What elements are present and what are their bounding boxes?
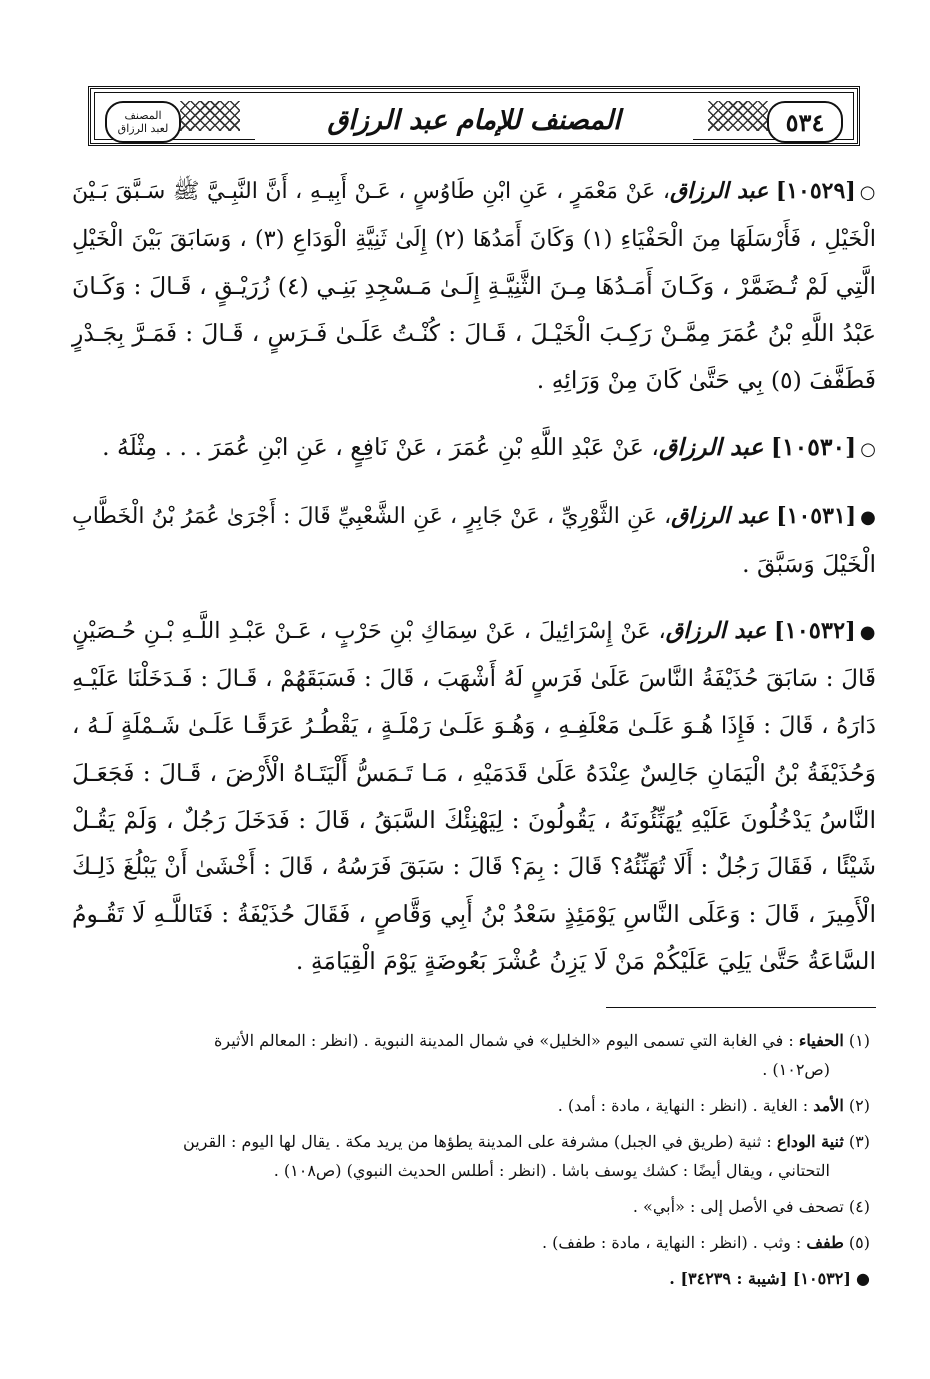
main-text <box>72 168 876 1005</box>
footnote-line <box>80 1228 870 1257</box>
text-line <box>72 493 876 541</box>
footnote-continuation: التحتاني ، ويقال أيضًا : كشك يوسف باشا . (انظر : أطلس الحديث النبوي) (ص١٠٨) . <box>273 1161 830 1180</box>
footnote-2 <box>80 1091 870 1120</box>
line-text: ، عَنْ مَعْمَرٍ ، عَنِ ابْنِ طَاوُسٍ ، عَـنْ أَبِيـهِ ، أَنَّ النَّبِـيَّ ﷺ سَـبَّقَ بَـيْنَ <box>72 179 670 204</box>
source-marker: ● <box>856 1269 870 1288</box>
footnote-number: (٥) <box>848 1233 870 1252</box>
narrator-name: عبد الرزاق <box>665 618 767 644</box>
text-line: النَّاسُ يَدْخُلُونَ عَلَيْهِ يُهَنِّئُونَهُ ، يَقُولُونَ : لِيَهْنِئْكَ السَّبَقُ ، قَالَ : فَدَخَلَ رَجُلٌ ، وَلَمْ يَقُـلْ <box>72 806 876 834</box>
hadith-marker: ● <box>859 622 876 643</box>
footnote-separator <box>606 1007 876 1008</box>
header-ornament-left <box>180 101 240 131</box>
text-line <box>72 608 876 656</box>
text-line: الَّتِي لَمْ تُـضَمَّرْ ، وَكَـانَ أَمَـدُهَا مِـنَ الثَّنِيَّـةِ إِلَـىٰ مَـسْجِدِ بَنِـي (٤) زُرَيْـقٍ ، قَـالَ : وَكَـانَ <box>72 272 876 300</box>
footnote-number: (٢) <box>848 1096 870 1115</box>
footnote-line <box>80 1026 870 1055</box>
footnote-text: تصحف في الأصل إلى : «أبي» . <box>632 1197 844 1216</box>
text-line: دَارَهُ ، قَالَ : فَإِذَا هُـوَ عَلَـىٰ مَعْلَفِـهِ ، وَهُـوَ عَلَـىٰ رَمْلَـةٍ ، يَقْطُـرُ عَرَقًـا عَلَـىٰ شَـمْلَةٍ لَـهُ ، <box>72 713 876 739</box>
page-header <box>88 86 860 146</box>
hadith-number: [١٠٥٣٢] <box>773 618 856 644</box>
book-logo-line1: المصنف <box>124 109 162 122</box>
footnote-number: (١) <box>848 1031 870 1050</box>
source-line <box>80 1264 870 1293</box>
source-note <box>80 1264 870 1293</box>
line-text: ، عَنِ الثَّوْرِيِّ ، عَنْ جَابِرٍ ، عَنِ الشَّعْبِيِّ قَالَ : أَجْرَىٰ عُمَرُ بْنُ الْخَطَّابِ <box>72 504 672 529</box>
narrator-name: عبد الرزاق <box>659 433 764 461</box>
hadith-number: [١٠٥٣١] <box>776 503 857 529</box>
footnote-term: طفف <box>806 1233 844 1252</box>
footnote-continuation: (ص١٠٢) . <box>762 1060 830 1079</box>
text-line: فَطَفَّفَ (٥) بِي حَتَّىٰ كَانَ مِنْ وَرَائِهِ . <box>536 366 876 394</box>
hadith-10529 <box>72 168 876 404</box>
footnote-text: : ثنية (طريق في الجبل) مشرفة على المدينة يطؤها من يريد مكة . يقال لها اليوم : القرين <box>183 1132 772 1151</box>
footnote-line <box>80 1091 870 1120</box>
hadith-marker: ○ <box>859 182 876 203</box>
footnote-text: : الغاية . (انظر : النهاية ، مادة : أمد) . <box>557 1096 809 1115</box>
header-frame <box>94 92 854 140</box>
book-logo <box>105 101 181 143</box>
narrator-name: عبد الرزاق <box>670 178 769 204</box>
line-text: ، عَنْ عَبْدِ اللَّهِ بْنِ عُمَرَ ، عَنْ نَافِعٍ ، عَنِ ابْنِ عُمَرَ . . . مِثْلَهُ . <box>102 433 660 461</box>
text-line: شَيْئًا ، فَقَالَ رَجُلٌ : أَلَا تُهَنِّئُهُ؟ قَالَ : بِمَ؟ قَالَ : سَبَقَ فَرَسُهُ ، قَالَ : أَخْشَىٰ أَنْ يَبْلُغَ ذَلِـكَ <box>72 854 876 880</box>
text-line <box>72 424 876 473</box>
hadith-number: [١٠٥٣٠] <box>770 433 857 461</box>
text-line: الْخَيْلِ ، فَأَرْسَلَهَا مِنَ الْحَفْيَاءِ (١) وَكَانَ أَمَدُهَا (٢) إِلَىٰ ثَنِيَّةِ الْوَدَاعِ (٣) ، وَسَابَقَ بَيْنَ الْخَيْلِ <box>72 226 877 252</box>
footnote-term: الحفياء <box>798 1031 844 1050</box>
footnote-text: : في الغابة التي تسمى اليوم «الخليل» في شمال المدينة النبوية . (انظر : المعالم الأثيرة <box>213 1031 794 1050</box>
footnote-text: : وثب . (انظر : النهاية ، مادة : طفف) . <box>541 1233 802 1252</box>
hadith-number: [١٠٥٢٩] <box>775 178 856 204</box>
footnote-number: (٣) <box>848 1132 870 1151</box>
footnote-term: ثنية الوداع <box>776 1132 844 1151</box>
text-line: الْأَمِيرَ ، قَالَ : وَعَلَى النَّاسِ يَوْمَئِذٍ سَعْدُ بْنُ أَبِي وَقَّاصٍ ، فَقَالَ حُذَيْفَةُ : فَتَاللَّـهِ لَا تَقُـومُ <box>72 900 876 928</box>
hadith-10532 <box>72 608 876 985</box>
text-line: السَّاعَةُ حَتَّىٰ يَلِيَ عَلَيْكُمْ مَنْ لَا يَزِنُ عُشْرَ بَعُوضَةٍ يَوْمَ الْقِيَامَةِ . <box>295 947 876 975</box>
text-line: قَالَ : سَابَقَ حُذَيْفَةُ النَّاسَ عَلَىٰ فَرَسٍ لَهُ أَشْهَبَ ، قَالَ : فَسَبَقَهُمْ ، قَـالَ : فَـدَخَلْنَا عَلَيْـهِ <box>72 666 876 692</box>
footnote-line <box>80 1127 870 1156</box>
hadith-marker: ○ <box>860 439 876 460</box>
text-line <box>72 168 876 216</box>
text-line: وَحُذَيْفَةُ بْنُ الْيَمَانِ جَالِسٌ عِنْدَهُ عَلَىٰ قَدَمَيْهِ ، مَـا تَـمَسُّ أَلْيَتَـاهُ الْأَرْضَ ، قَـالَ : فَجَعَـلَ <box>72 759 876 787</box>
footnote-1 <box>80 1026 870 1084</box>
footnote-4 <box>80 1192 870 1221</box>
hadith-10530 <box>72 424 876 473</box>
footnote-5 <box>80 1228 870 1257</box>
text-line: الْخَيْلَ وَسَبَّقَ . <box>742 550 876 578</box>
text-line: عَبْدُ اللَّهِ بْنُ عُمَرَ مِمَّـنْ رَكِـبَ الْخَيْـلَ ، قَـالَ : كُنْـتُ عَلَـىٰ فَـرَسٍ ، قَـالَ : فَمَـرَّ بِجَـدْرٍ <box>72 319 876 347</box>
book-logo-line2: لعبد الرزاق <box>117 122 169 135</box>
hadith-10531 <box>72 493 876 588</box>
line-text: ، عَنْ إِسْرَائِيلَ ، عَنْ سِمَاكِ بْنِ حَرْبٍ ، عَـنْ عَبْـدِ اللَّـهِ بْـنِ حُـصَيْنٍ <box>72 618 666 644</box>
footnotes <box>80 1026 870 1300</box>
narrator-name: عبد الرزاق <box>671 503 770 529</box>
footnote-line <box>80 1192 870 1221</box>
footnote-3 <box>80 1127 870 1185</box>
footnote-number: (٤) <box>848 1197 870 1216</box>
header-ornament-right <box>708 101 768 131</box>
footnote-term: الأمد <box>813 1096 844 1115</box>
page-number: ٥٣٤ <box>767 101 843 143</box>
source-text: [١٠٥٣٢] [شيبة : ٣٤٢٣٩] . <box>669 1269 851 1288</box>
hadith-marker: ● <box>860 507 876 528</box>
running-title: المصنف للإمام عبد الرزاق <box>255 99 693 141</box>
